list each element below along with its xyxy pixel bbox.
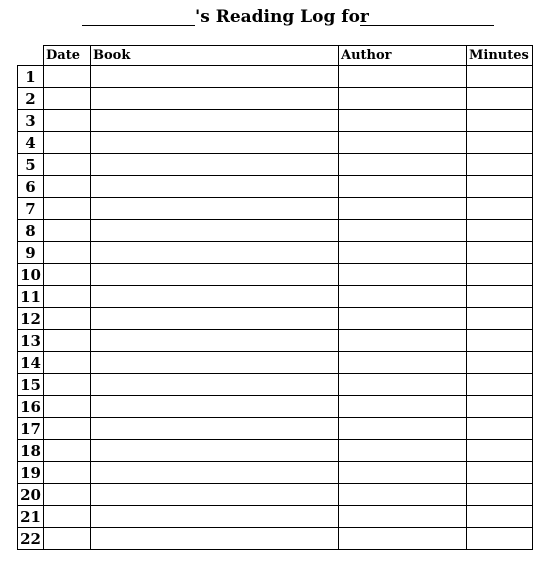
minutes-cell[interactable] [467, 242, 533, 264]
row-number: 4 [18, 132, 44, 154]
minutes-cell[interactable] [467, 154, 533, 176]
date-cell[interactable] [44, 506, 91, 528]
minutes-cell[interactable] [467, 374, 533, 396]
row-number: 15 [18, 374, 44, 396]
author-cell[interactable] [339, 110, 467, 132]
author-cell[interactable] [339, 286, 467, 308]
header-row [18, 46, 533, 66]
author-cell[interactable] [339, 330, 467, 352]
author-cell[interactable] [339, 396, 467, 418]
table-row [18, 462, 533, 484]
column-header-date: Date [44, 46, 91, 66]
minutes-cell[interactable] [467, 506, 533, 528]
author-cell[interactable] [339, 506, 467, 528]
date-cell[interactable] [44, 198, 91, 220]
table-row [18, 396, 533, 418]
minutes-cell[interactable] [467, 110, 533, 132]
minutes-cell[interactable] [467, 528, 533, 550]
book-cell[interactable] [91, 264, 339, 286]
table-row [18, 418, 533, 440]
author-cell[interactable] [339, 418, 467, 440]
date-cell[interactable] [44, 154, 91, 176]
book-cell[interactable] [91, 242, 339, 264]
minutes-cell[interactable] [467, 330, 533, 352]
minutes-cell[interactable] [467, 132, 533, 154]
minutes-cell[interactable] [467, 308, 533, 330]
date-cell[interactable] [44, 220, 91, 242]
date-cell[interactable] [44, 88, 91, 110]
minutes-cell[interactable] [467, 352, 533, 374]
table-row [18, 308, 533, 330]
reading-log-table [17, 45, 533, 550]
row-number: 12 [18, 308, 44, 330]
book-cell[interactable] [91, 154, 339, 176]
date-cell[interactable] [44, 110, 91, 132]
table-row [18, 242, 533, 264]
author-cell[interactable] [339, 154, 467, 176]
author-cell[interactable] [339, 308, 467, 330]
table-row [18, 154, 533, 176]
date-cell[interactable] [44, 242, 91, 264]
author-cell[interactable] [339, 242, 467, 264]
row-number: 21 [18, 506, 44, 528]
author-cell[interactable] [339, 352, 467, 374]
date-cell[interactable] [44, 462, 91, 484]
author-cell[interactable] [339, 264, 467, 286]
row-number: 7 [18, 198, 44, 220]
book-cell[interactable] [91, 198, 339, 220]
table-row [18, 484, 533, 506]
column-header-minutes: Minutes [467, 46, 533, 66]
book-cell[interactable] [91, 110, 339, 132]
book-cell[interactable] [91, 528, 339, 550]
date-cell[interactable] [44, 66, 91, 88]
row-number: 19 [18, 462, 44, 484]
book-cell[interactable] [91, 352, 339, 374]
book-cell[interactable] [91, 66, 339, 88]
book-cell[interactable] [91, 176, 339, 198]
author-cell[interactable] [339, 484, 467, 506]
minutes-cell[interactable] [467, 286, 533, 308]
table-row [18, 132, 533, 154]
table-row [18, 440, 533, 462]
author-cell[interactable] [339, 528, 467, 550]
table-row [18, 374, 533, 396]
column-header-author: Author [339, 46, 467, 66]
table-row [18, 88, 533, 110]
period-blank-line [360, 25, 494, 26]
minutes-cell[interactable] [467, 176, 533, 198]
date-cell[interactable] [44, 374, 91, 396]
row-number: 3 [18, 110, 44, 132]
row-number: 14 [18, 352, 44, 374]
date-cell[interactable] [44, 484, 91, 506]
date-cell[interactable] [44, 396, 91, 418]
title-text: 's Reading Log for [195, 7, 369, 27]
row-number: 22 [18, 528, 44, 550]
author-cell[interactable] [339, 462, 467, 484]
corner-cell [18, 46, 44, 66]
minutes-cell[interactable] [467, 88, 533, 110]
date-cell[interactable] [44, 176, 91, 198]
minutes-cell[interactable] [467, 440, 533, 462]
book-cell[interactable] [91, 374, 339, 396]
minutes-cell[interactable] [467, 484, 533, 506]
author-cell[interactable] [339, 440, 467, 462]
author-cell[interactable] [339, 66, 467, 88]
row-number: 16 [18, 396, 44, 418]
row-number: 17 [18, 418, 44, 440]
row-number: 13 [18, 330, 44, 352]
minutes-cell[interactable] [467, 66, 533, 88]
row-number: 5 [18, 154, 44, 176]
row-number: 8 [18, 220, 44, 242]
minutes-cell[interactable] [467, 396, 533, 418]
row-number: 1 [18, 66, 44, 88]
book-cell[interactable] [91, 506, 339, 528]
minutes-cell[interactable] [467, 220, 533, 242]
minutes-cell[interactable] [467, 198, 533, 220]
table-row [18, 286, 533, 308]
table-row [18, 220, 533, 242]
table-row [18, 528, 533, 550]
author-cell[interactable] [339, 374, 467, 396]
book-cell[interactable] [91, 308, 339, 330]
author-cell[interactable] [339, 132, 467, 154]
row-number: 18 [18, 440, 44, 462]
log-rows [18, 66, 533, 550]
table-row [18, 110, 533, 132]
book-cell[interactable] [91, 220, 339, 242]
date-cell[interactable] [44, 308, 91, 330]
row-number: 9 [18, 242, 44, 264]
table-row [18, 176, 533, 198]
column-header-book: Book [91, 46, 339, 66]
author-cell[interactable] [339, 88, 467, 110]
row-number: 10 [18, 264, 44, 286]
date-cell[interactable] [44, 132, 91, 154]
author-cell[interactable] [339, 176, 467, 198]
date-cell[interactable] [44, 418, 91, 440]
row-number: 2 [18, 88, 44, 110]
row-number: 11 [18, 286, 44, 308]
table-row [18, 330, 533, 352]
book-cell[interactable] [91, 484, 339, 506]
book-cell[interactable] [91, 330, 339, 352]
table-row [18, 264, 533, 286]
minutes-cell[interactable] [467, 264, 533, 286]
book-cell[interactable] [91, 440, 339, 462]
date-cell[interactable] [44, 286, 91, 308]
author-cell[interactable] [339, 198, 467, 220]
table-row [18, 66, 533, 88]
date-cell[interactable] [44, 352, 91, 374]
table-row [18, 352, 533, 374]
name-blank-line [82, 25, 195, 26]
book-cell[interactable] [91, 462, 339, 484]
page-title [0, 6, 557, 32]
book-cell[interactable] [91, 132, 339, 154]
table-row [18, 506, 533, 528]
date-cell[interactable] [44, 440, 91, 462]
author-cell[interactable] [339, 220, 467, 242]
table-row [18, 198, 533, 220]
date-cell[interactable] [44, 528, 91, 550]
row-number: 6 [18, 176, 44, 198]
book-cell[interactable] [91, 286, 339, 308]
date-cell[interactable] [44, 264, 91, 286]
minutes-cell[interactable] [467, 418, 533, 440]
date-cell[interactable] [44, 330, 91, 352]
book-cell[interactable] [91, 418, 339, 440]
minutes-cell[interactable] [467, 462, 533, 484]
book-cell[interactable] [91, 88, 339, 110]
row-number: 20 [18, 484, 44, 506]
book-cell[interactable] [91, 396, 339, 418]
